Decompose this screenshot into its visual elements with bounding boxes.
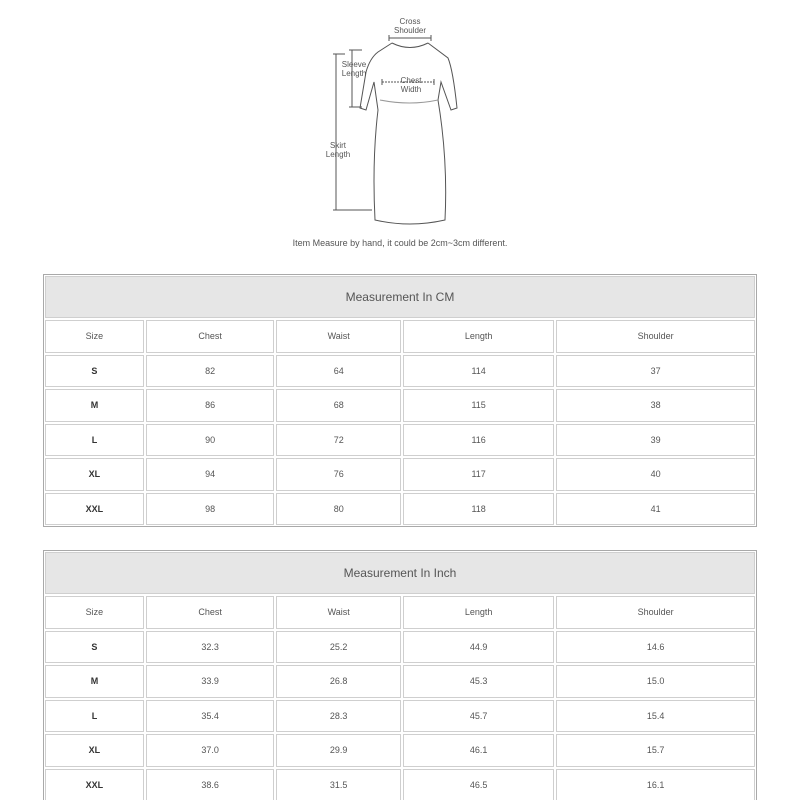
cell-shoulder: 16.1: [556, 769, 755, 800]
cell-waist: 29.9: [276, 734, 401, 767]
header-length: Length: [403, 596, 554, 629]
cell-shoulder: 39: [556, 424, 755, 457]
table-row: [45, 700, 755, 733]
table-row: [45, 389, 755, 422]
cell-shoulder: 38: [556, 389, 755, 422]
cell-length: 115: [403, 389, 554, 422]
size-table-inch: [43, 550, 757, 800]
cell-length: 117: [403, 458, 554, 491]
cell-waist: 28.3: [276, 700, 401, 733]
cell-waist: 26.8: [276, 665, 401, 698]
cell-chest: 35.4: [146, 700, 275, 733]
size-table-cm: [43, 274, 757, 527]
cell-waist: 68: [276, 389, 401, 422]
cell-chest: 86: [146, 389, 275, 422]
cell-waist: 72: [276, 424, 401, 457]
cross-shoulder-label-line1: Cross: [399, 17, 421, 26]
table-row: [45, 631, 755, 664]
size-table-grid: [43, 318, 757, 527]
dress-outline-icon: [300, 10, 500, 225]
skirt-length-label-line2: Length: [325, 150, 351, 159]
cell-waist: 31.5: [276, 769, 401, 800]
table-row: [45, 355, 755, 388]
cell-waist: 25.2: [276, 631, 401, 664]
measurement-note: Item Measure by hand, it could be 2cm~3cm different.: [292, 238, 508, 248]
header-shoulder: Shoulder: [556, 320, 755, 353]
table-header-row: [45, 596, 755, 629]
header-waist: Waist: [276, 320, 401, 353]
chest-width-label-line2: Width: [400, 85, 422, 94]
cell-chest: 33.9: [146, 665, 275, 698]
header-chest: Chest: [146, 596, 275, 629]
cell-length: 45.7: [403, 700, 554, 733]
header-size: Size: [45, 320, 144, 353]
cell-size: M: [45, 389, 144, 422]
cell-waist: 80: [276, 493, 401, 526]
table-row: [45, 424, 755, 457]
size-table-grid: [43, 594, 757, 800]
cell-chest: 94: [146, 458, 275, 491]
cell-shoulder: 40: [556, 458, 755, 491]
cell-length: 118: [403, 493, 554, 526]
cell-length: 45.3: [403, 665, 554, 698]
cell-size: L: [45, 424, 144, 457]
cell-waist: 64: [276, 355, 401, 388]
table-row: [45, 734, 755, 767]
cell-size: XXL: [45, 493, 144, 526]
cell-shoulder: 37: [556, 355, 755, 388]
cell-size: XL: [45, 734, 144, 767]
table-title: Measurement In CM: [45, 276, 755, 318]
cell-size: XL: [45, 458, 144, 491]
header-chest: Chest: [146, 320, 275, 353]
cell-length: 46.1: [403, 734, 554, 767]
cell-waist: 76: [276, 458, 401, 491]
cell-size: M: [45, 665, 144, 698]
cell-chest: 32.3: [146, 631, 275, 664]
table-row: [45, 493, 755, 526]
cell-chest: 82: [146, 355, 275, 388]
cell-chest: 98: [146, 493, 275, 526]
cell-shoulder: 15.0: [556, 665, 755, 698]
cell-size: XXL: [45, 769, 144, 800]
cell-shoulder: 14.6: [556, 631, 755, 664]
cross-shoulder-label-line2: Shoulder: [393, 26, 427, 35]
cell-size: S: [45, 355, 144, 388]
cell-size: S: [45, 631, 144, 664]
skirt-length-label: [322, 141, 354, 159]
cell-length: 114: [403, 355, 554, 388]
header-length: Length: [403, 320, 554, 353]
cell-chest: 37.0: [146, 734, 275, 767]
chest-width-label-line1: Chest: [400, 76, 422, 85]
cell-shoulder: 41: [556, 493, 755, 526]
cell-shoulder: 15.7: [556, 734, 755, 767]
cell-size: L: [45, 700, 144, 733]
header-waist: Waist: [276, 596, 401, 629]
sleeve-length-label: [338, 60, 370, 78]
cross-shoulder-label: [384, 17, 436, 35]
cell-length: 116: [403, 424, 554, 457]
dress-measurement-diagram: [300, 10, 500, 225]
cell-shoulder: 15.4: [556, 700, 755, 733]
table-header-row: [45, 320, 755, 353]
cell-length: 44.9: [403, 631, 554, 664]
header-shoulder: Shoulder: [556, 596, 755, 629]
cell-length: 46.5: [403, 769, 554, 800]
sleeve-length-label-line1: Sleeve: [341, 60, 367, 69]
cell-chest: 90: [146, 424, 275, 457]
table-title: Measurement In Inch: [45, 552, 755, 594]
skirt-length-label-line1: Skirt: [330, 141, 346, 150]
cell-chest: 38.6: [146, 769, 275, 800]
table-row: [45, 769, 755, 800]
chest-width-label: [394, 76, 428, 94]
sleeve-length-label-line2: Length: [341, 69, 367, 78]
table-row: [45, 665, 755, 698]
header-size: Size: [45, 596, 144, 629]
table-row: [45, 458, 755, 491]
